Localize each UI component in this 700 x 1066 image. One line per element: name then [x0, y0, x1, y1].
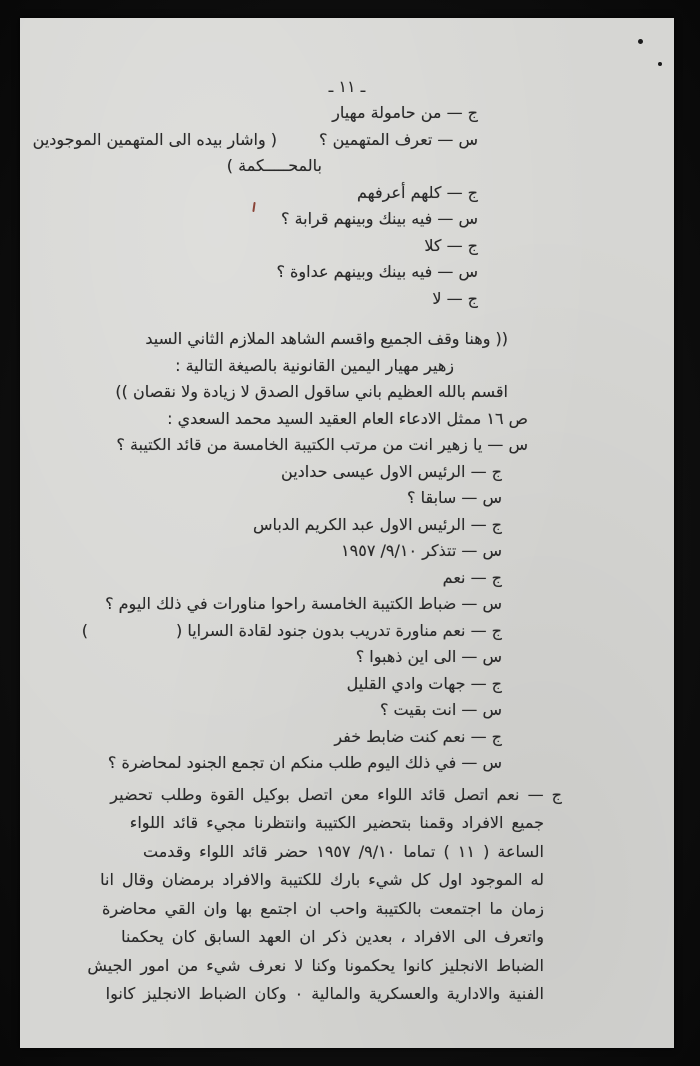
- transcript-line: س — في ذلك اليوم طلب منكم ان تجمع الجنود لمحاضرة ؟: [107, 753, 502, 772]
- ink-dot: [658, 62, 662, 66]
- transcript-line: س — فيه بينك وبينهم قرابة ؟: [281, 209, 478, 228]
- transcript-line: ج — كلا: [424, 235, 478, 255]
- transcript-line: س — ضباط الكتيبة الخامسة راحوا مناورات في ذلك اليوم ؟: [105, 594, 502, 613]
- transcript-line: س — فيه بينك وبينهم عداوة ؟: [276, 262, 478, 281]
- transcript-line: ج — نعم كنت ضابط خفر: [334, 726, 502, 746]
- transcript-line: ص ١٦ ممثل الادعاء العام العقيد السيد محمد السعدي :: [167, 408, 528, 428]
- transcript-line: س — سابقا ؟: [407, 488, 502, 507]
- transcript-line: الساعة ( ١١ ) تماما ١٠‏/‏٩‏/‏ ١٩٥٧ حضر قائد اللواء وقدمت: [143, 841, 544, 861]
- transcript-line: ج — جهات وادي القليل: [346, 673, 502, 693]
- transcript-line: واتعرف الى الافراد ، بعدين ذكر ان العهد السابق كان يحكمنا: [121, 927, 544, 946]
- transcript-line: بالمحـــــكمة ): [226, 156, 322, 175]
- transcript-line: له الموجود اول كل شيء بارك للكتيبة والافراد برمضان وقال انا: [100, 870, 544, 889]
- ink-dot: [638, 39, 643, 44]
- scanned-page: [20, 18, 674, 1048]
- transcript-line: (( وهنا وقف الجميع واقسم الشاهد الملازم الثاني السيد: [145, 329, 508, 348]
- transcript-line: س — انت بقيت ؟: [379, 700, 502, 719]
- transcript-line: ج — نعم اتصل قائد اللواء معن اتصل بوكيل القوة وطلب تحضير: [110, 784, 562, 804]
- page-number: ـ ١١ ـ: [328, 77, 366, 96]
- transcript-line: ج — نعم مناورة تدريب بدون جنود لقادة السرايا (): [81, 620, 502, 640]
- transcript-line: اقسم بالله العظيم باني ساقول الصدق لا زيادة ولا نقصان )): [115, 382, 508, 401]
- transcript: [20, 100, 674, 1009]
- transcript-line: س — يا زهير انت من مرتب الكتيبة الخامسة من قائد الكتيبة ؟: [116, 435, 528, 454]
- transcript-line: ج — الرئيس الاول عبد الكريم الدباس: [252, 514, 502, 534]
- transcript-line: س — تعرف المتهمين ؟( واشار بيده الى المتهمين الموجودين: [32, 129, 478, 149]
- transcript-line: س — الى اين ذهبوا ؟: [355, 647, 502, 666]
- transcript-line: س — تتذكر ١٠‏/‏٩‏/‏ ١٩٥٧: [341, 541, 502, 560]
- transcript-line: جميع الافراد وقمنا بتحضير الكتيبة وانتظرنا مجيء قائد اللواء: [129, 813, 544, 832]
- transcript-line: ج — كلهم أعرفهم: [356, 182, 478, 202]
- transcript-line: الفنية والادارية والعسكرية والمالية ٠ وكان الضباط الانجليز كانوا: [105, 984, 544, 1003]
- transcript-line: ج — نعم: [442, 567, 502, 587]
- transcript-line: ج — من حامولة مهيار: [332, 103, 478, 122]
- transcript-line: الضباط الانجليز كانوا يحكمونا وكنا لا نعرف شيء من امور الجيش: [87, 955, 544, 975]
- transcript-line: زهير مهيار اليمين القانونية بالصيغة التالية :: [175, 355, 454, 375]
- transcript-line: ج — الرئيس الاول عيسى حدادين: [281, 461, 502, 481]
- transcript-line: زمان ما اجتمعت بالكتيبة واحب ان اجتمع بها وان القي محاضرة: [101, 898, 544, 918]
- transcript-line: ج — لا: [432, 288, 478, 308]
